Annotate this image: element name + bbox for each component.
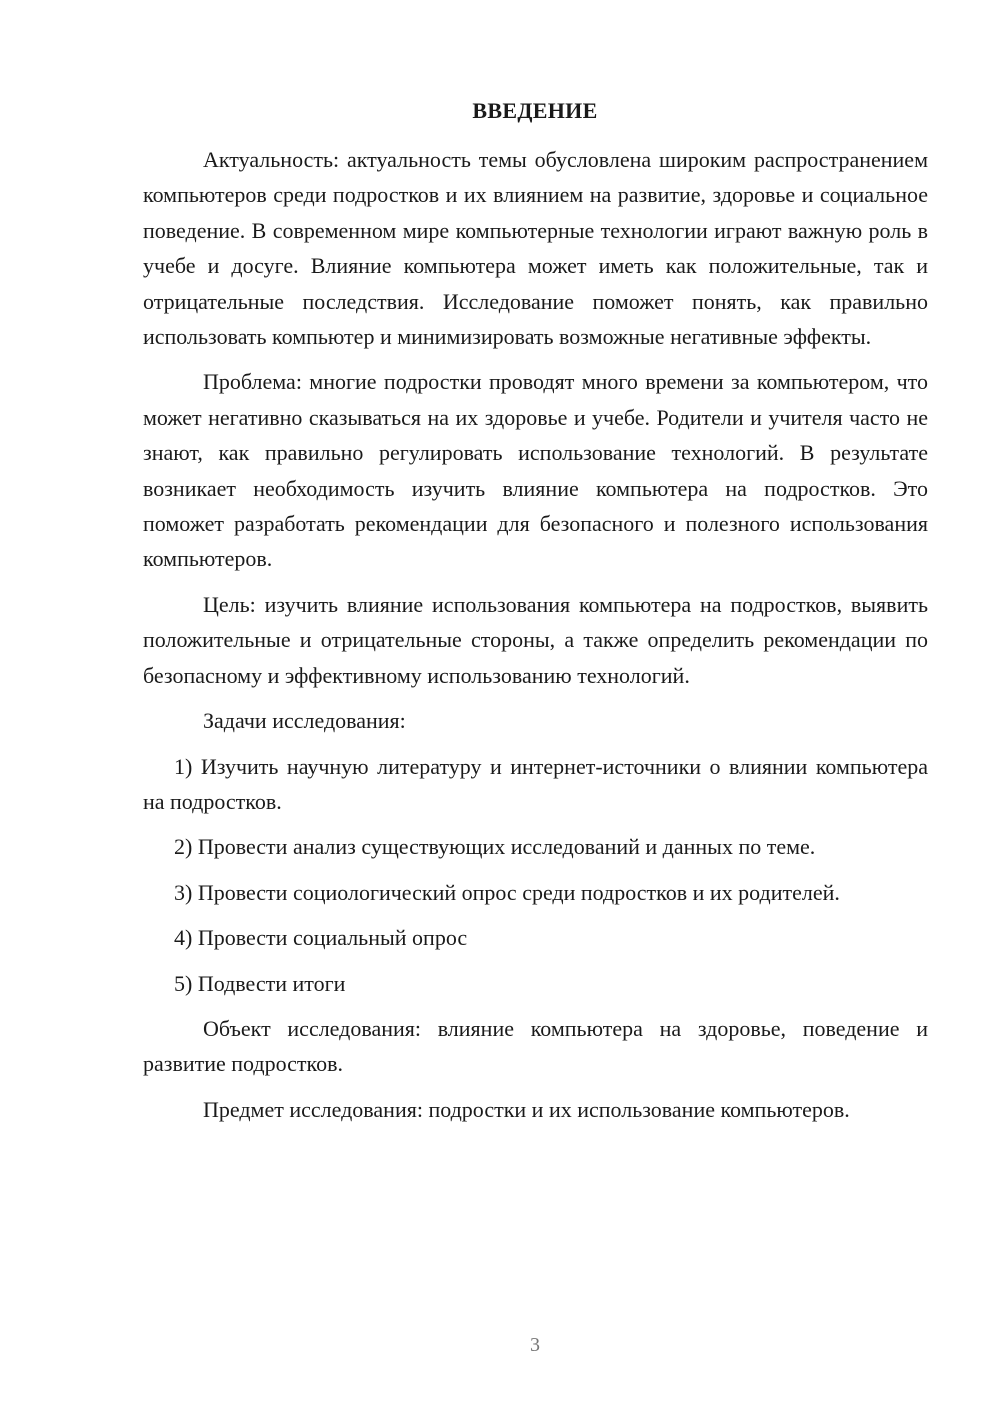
task-item: 4) Провести социальный опрос (174, 925, 468, 951)
tasks-heading: Задачи исследования: (203, 708, 406, 734)
task-item: 1) Изучить научную литературу и интернет-источники о влиянии компьютера на подростков. (143, 753, 928, 814)
goal-paragraph: Цель: изучить влияние использования компьютера на подростков, выявить положительные и отрицательные стороны, а также определить рекомендации по безопасному и эффективному использованию технологий. (143, 591, 928, 688)
research-object-paragraph: Объект исследования: влияние компьютера на здоровье, поведение и развитие подростков. (143, 1015, 928, 1077)
page-title: ВВЕДЕНИЕ (472, 98, 598, 123)
relevance-paragraph: Актуальность: актуальность темы обусловлена широким распространением компьютеров среди подростков и их влиянием на развитие, здоровье и социальное поведение. В современном мире компьютерные технологии играют важную роль в учебе и досуге. Влияние компьютера может иметь как положительные, так и отрицательные последствия. Исследование поможет понять, как правильно использовать компьютер и минимизировать возможные негативные эффекты. (143, 147, 928, 350)
task-item: 2) Провести анализ существующих исследований и данных по теме. (174, 834, 816, 860)
document-body (143, 142, 928, 1127)
page-number: 3 (530, 1334, 540, 1356)
task-item: 5) Подвести итоги (174, 970, 346, 996)
research-subject-paragraph: Предмет исследования: подростки и их использование компьютеров. (203, 1096, 850, 1122)
task-item: 3) Провести социологический опрос среди подростков и их родителей. (174, 879, 840, 905)
problem-paragraph: Проблема: многие подростки проводят много времени за компьютером, что может негативно сказываться на их здоровье и учебе. Родители и учителя часто не знают, как правильно регулировать использование технологий. В результате возникает необходимость изучить влияние компьютера на подростков. Это поможет разработать рекомендации для безопасного и полезного использования компьютеров. (143, 369, 928, 572)
